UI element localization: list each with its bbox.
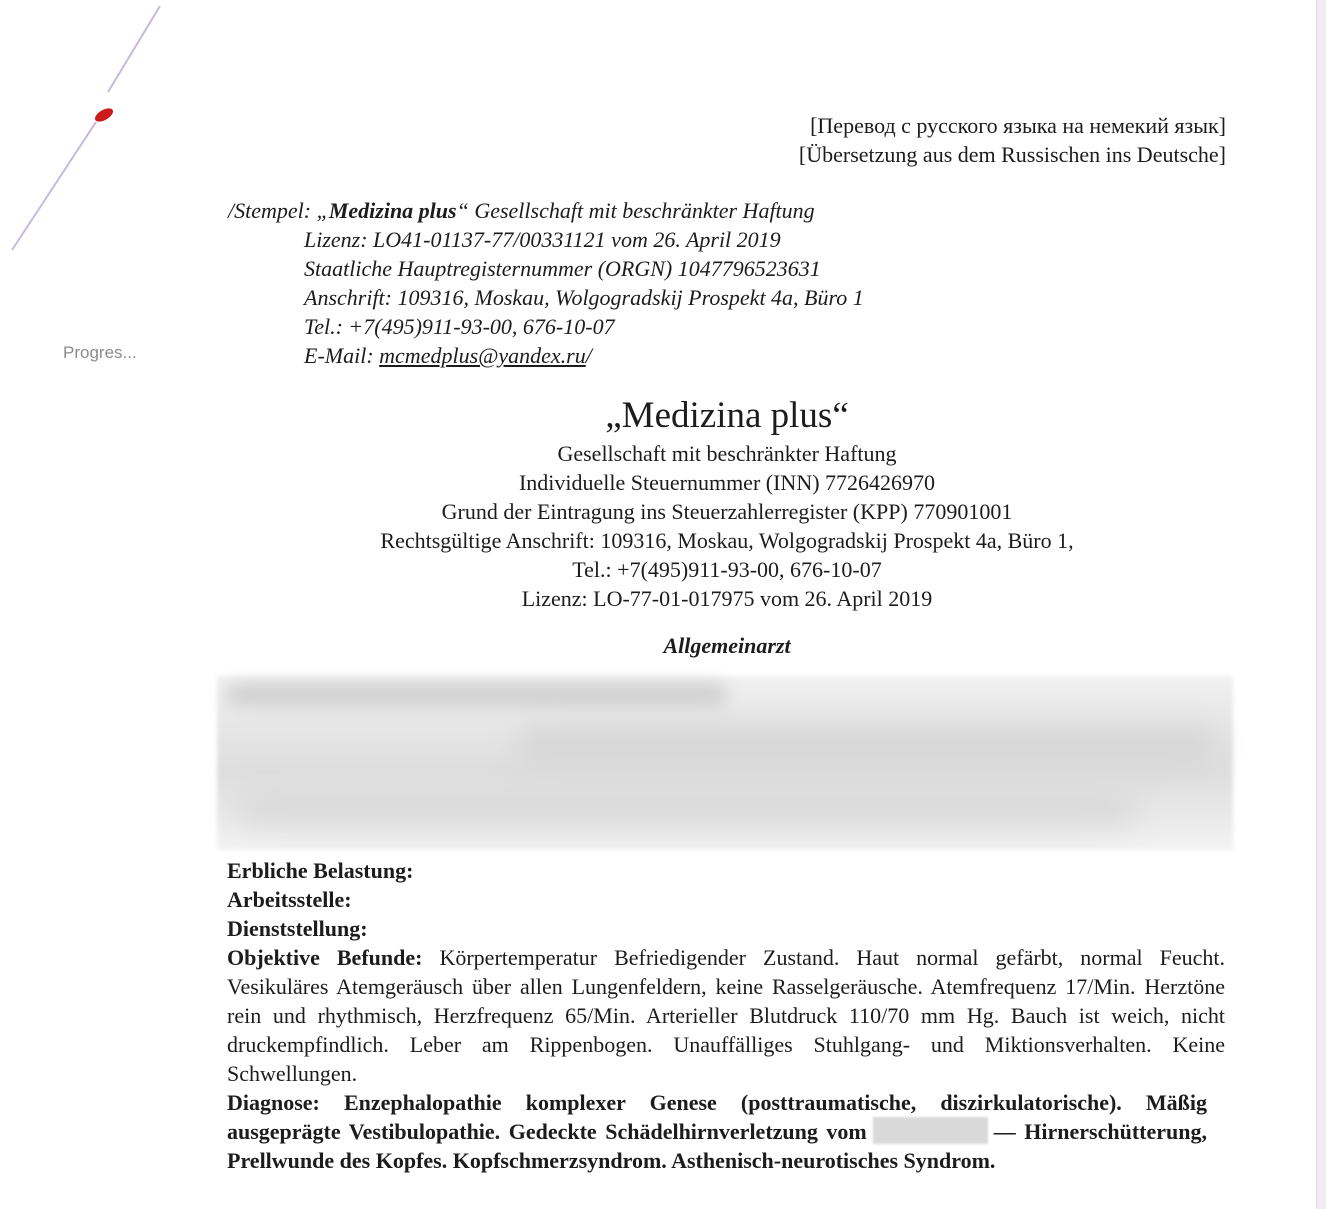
specialty-heading: Allgemeinarzt [663,633,791,658]
objective-label: Objektive Befunde: [227,945,423,970]
position-label: Dienststellung: [227,916,368,941]
company-address: Rechtsgültige Anschrift: 109316, Moskau, Wolgogradskij Prospekt 4a, Büro 1, [380,528,1074,553]
company-phone: Tel.: +7(495)911-93-00, 676-10-07 [572,557,882,582]
hereditary-label: Erbliche Belastung: [227,858,414,883]
stamp-orgn: Staatliche Hauptregisternummer (ORGN) 1047796523631 [304,256,821,281]
stamp-title: /Stempel: „Medizina plus“ Gesellschaft mit beschränkter Haftung [228,198,815,223]
diagnosis [227,1088,1207,1175]
stamp-license: Lizenz: LO41-01137-77/00331121 vom 26. April 2019 [304,227,781,252]
company-name: „Medizina plus“ [605,395,849,436]
progress-label: Progres... [63,343,137,362]
translation-note-de: [Übersetzung aus dem Russischen ins Deutsche] [798,142,1226,167]
company-license: Lizenz: LO-77-01-017975 vom 26. April 2019 [521,586,933,611]
stamp-email-line: E-Mail: mcmedplus@yandex.ru/ [304,343,592,368]
workplace-label: Arbeitsstelle: [227,887,352,912]
objective-text: Körpertemperatur Befriedigender Zustand. Haut normal gefärbt, normal Feucht. Vesikuläres Atemgeräusch über allen Lungenfeldern, keine Rasselgeräusche. Atemfrequenz 17/Min. Herztöne rein und rhythmisch, Herzfrequenz 65/Min. Arterieller Blutdruck 110/70 mm Hg. Bauch ist weich, nicht druckempfindlich. Leber am Rippenbogen. Unauffälliges Stuhlgang- und Miktionsverhalten. Keine Schwellungen. [227,945,1225,1086]
diagnosis-text-2: — Hirnerschütterung, Prellwunde des Kopfes. Kopfschmerzsyndrom. Asthenisch-neurotisches Syndrom. [227,1119,1208,1173]
objective-findings [227,943,1225,1088]
redacted-patient-block [217,676,1233,850]
company-form: Gesellschaft mit beschränkter Haftung [557,441,897,466]
translation-header [799,111,1226,169]
redacted-date [873,1117,988,1144]
stamp-company-name: Medizina plus [328,198,457,223]
diagnosis-text-1: Diagnose: Enzephalopathie komplexer Genese (posttraumatische, diszirkulatorische). Mäßig ausgeprägte Vestibulopathie. Gedeckte Schädelhirnverletzung vom [227,1090,1207,1144]
stamp-email-link[interactable]: mcmedplus@yandex.ru [379,343,586,368]
company-inn: Individuelle Steuernummer (INN) 7726426970 [518,470,936,495]
stamp-phone: Tel.: +7(495)911-93-00, 676-10-07 [304,314,615,339]
translation-note-ru: [Перевод с русского языка на немекий язык] [810,113,1226,138]
pen-annotation [0,0,200,270]
window-edge-strip [1316,0,1326,1209]
company-kpp: Grund der Eintragung ins Steuerzahlerregister (KPP) 770901001 [441,499,1013,524]
stamp-address: Anschrift: 109316, Moskau, Wolgogradskij Prospekt 4a, Büro 1 [304,285,864,310]
medical-fields [227,856,1225,1175]
stamp-block [228,196,864,370]
company-letterhead [227,393,1227,613]
